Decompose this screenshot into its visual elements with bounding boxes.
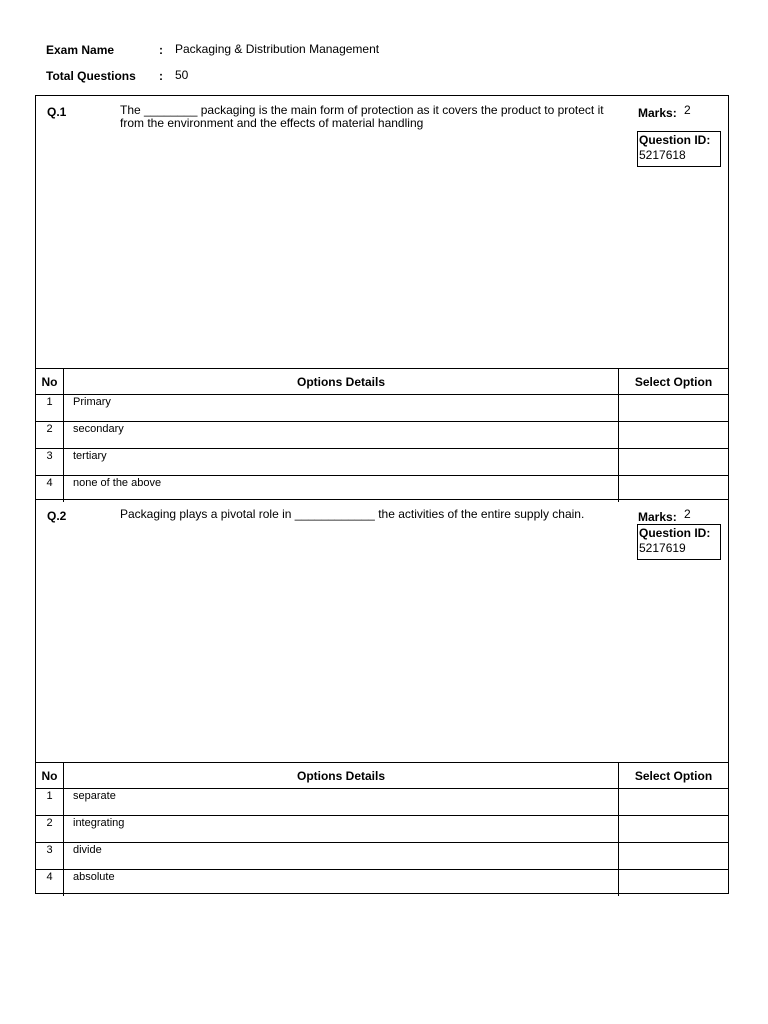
option-number: 4 [36, 476, 64, 503]
question-number: Q.1 [47, 105, 67, 119]
options-header-row [36, 369, 728, 395]
col-header-no: No [36, 763, 64, 789]
question-id-label: Question ID: [639, 526, 711, 540]
question-text: Packaging plays a pivotal role in ____________ the activities of the entire supply chain. [120, 507, 585, 521]
marks-value: 2 [684, 507, 691, 521]
exam-name-colon: : [159, 43, 163, 57]
option-text: absolute [64, 870, 619, 897]
option-text: tertiary [64, 449, 619, 476]
exam-name-label: Exam Name [46, 43, 115, 57]
select-option-cell[interactable] [619, 449, 729, 476]
total-questions-value: 50 [175, 68, 189, 82]
question-id-box [637, 131, 721, 167]
col-header-options-details: Options Details [64, 369, 619, 395]
option-row [36, 422, 728, 449]
col-header-select-option: Select Option [619, 763, 729, 789]
option-row [36, 449, 728, 476]
col-header-options-details: Options Details [64, 763, 619, 789]
total-questions-label: Total Questions [46, 69, 136, 83]
marks-label: Marks: [638, 510, 677, 524]
question-number: Q.2 [47, 509, 67, 523]
question-id-value: 5217618 [639, 148, 686, 162]
option-number: 3 [36, 449, 64, 476]
option-row [36, 789, 728, 816]
option-row [36, 843, 728, 870]
question-id-box [637, 524, 721, 560]
marks-value: 2 [684, 103, 691, 117]
option-number: 3 [36, 843, 64, 870]
option-number: 2 [36, 422, 64, 449]
options-header-row [36, 763, 728, 789]
select-option-cell[interactable] [619, 422, 729, 449]
question-id-label: Question ID: [639, 133, 711, 147]
exam-name-value: Packaging & Distribution Management [175, 42, 380, 56]
total-questions-colon: : [159, 69, 163, 83]
select-option-cell[interactable] [619, 816, 729, 843]
option-row [36, 870, 728, 897]
col-header-no: No [36, 369, 64, 395]
option-text: secondary [64, 422, 619, 449]
question-block-2 [35, 499, 729, 894]
option-row [36, 395, 728, 422]
select-option-cell[interactable] [619, 789, 729, 816]
option-number: 4 [36, 870, 64, 897]
marks-label: Marks: [638, 106, 677, 120]
question-block-1 [35, 95, 729, 500]
option-number: 1 [36, 789, 64, 816]
select-option-cell[interactable] [619, 843, 729, 870]
options-table [36, 368, 728, 502]
question-text: The ________ packaging is the main form of protection as it covers the product to protect it from the environment and the effects of material handling [120, 103, 604, 130]
option-text: none of the above [64, 476, 619, 503]
option-row [36, 816, 728, 843]
option-text: divide [64, 843, 619, 870]
select-option-cell[interactable] [619, 395, 729, 422]
option-number: 1 [36, 395, 64, 422]
select-option-cell[interactable] [619, 870, 729, 897]
options-table [36, 762, 728, 896]
question-id-value: 5217619 [639, 541, 686, 555]
option-text: Primary [64, 395, 619, 422]
col-header-select-option: Select Option [619, 369, 729, 395]
option-text: integrating [64, 816, 619, 843]
option-number: 2 [36, 816, 64, 843]
option-text: separate [64, 789, 619, 816]
